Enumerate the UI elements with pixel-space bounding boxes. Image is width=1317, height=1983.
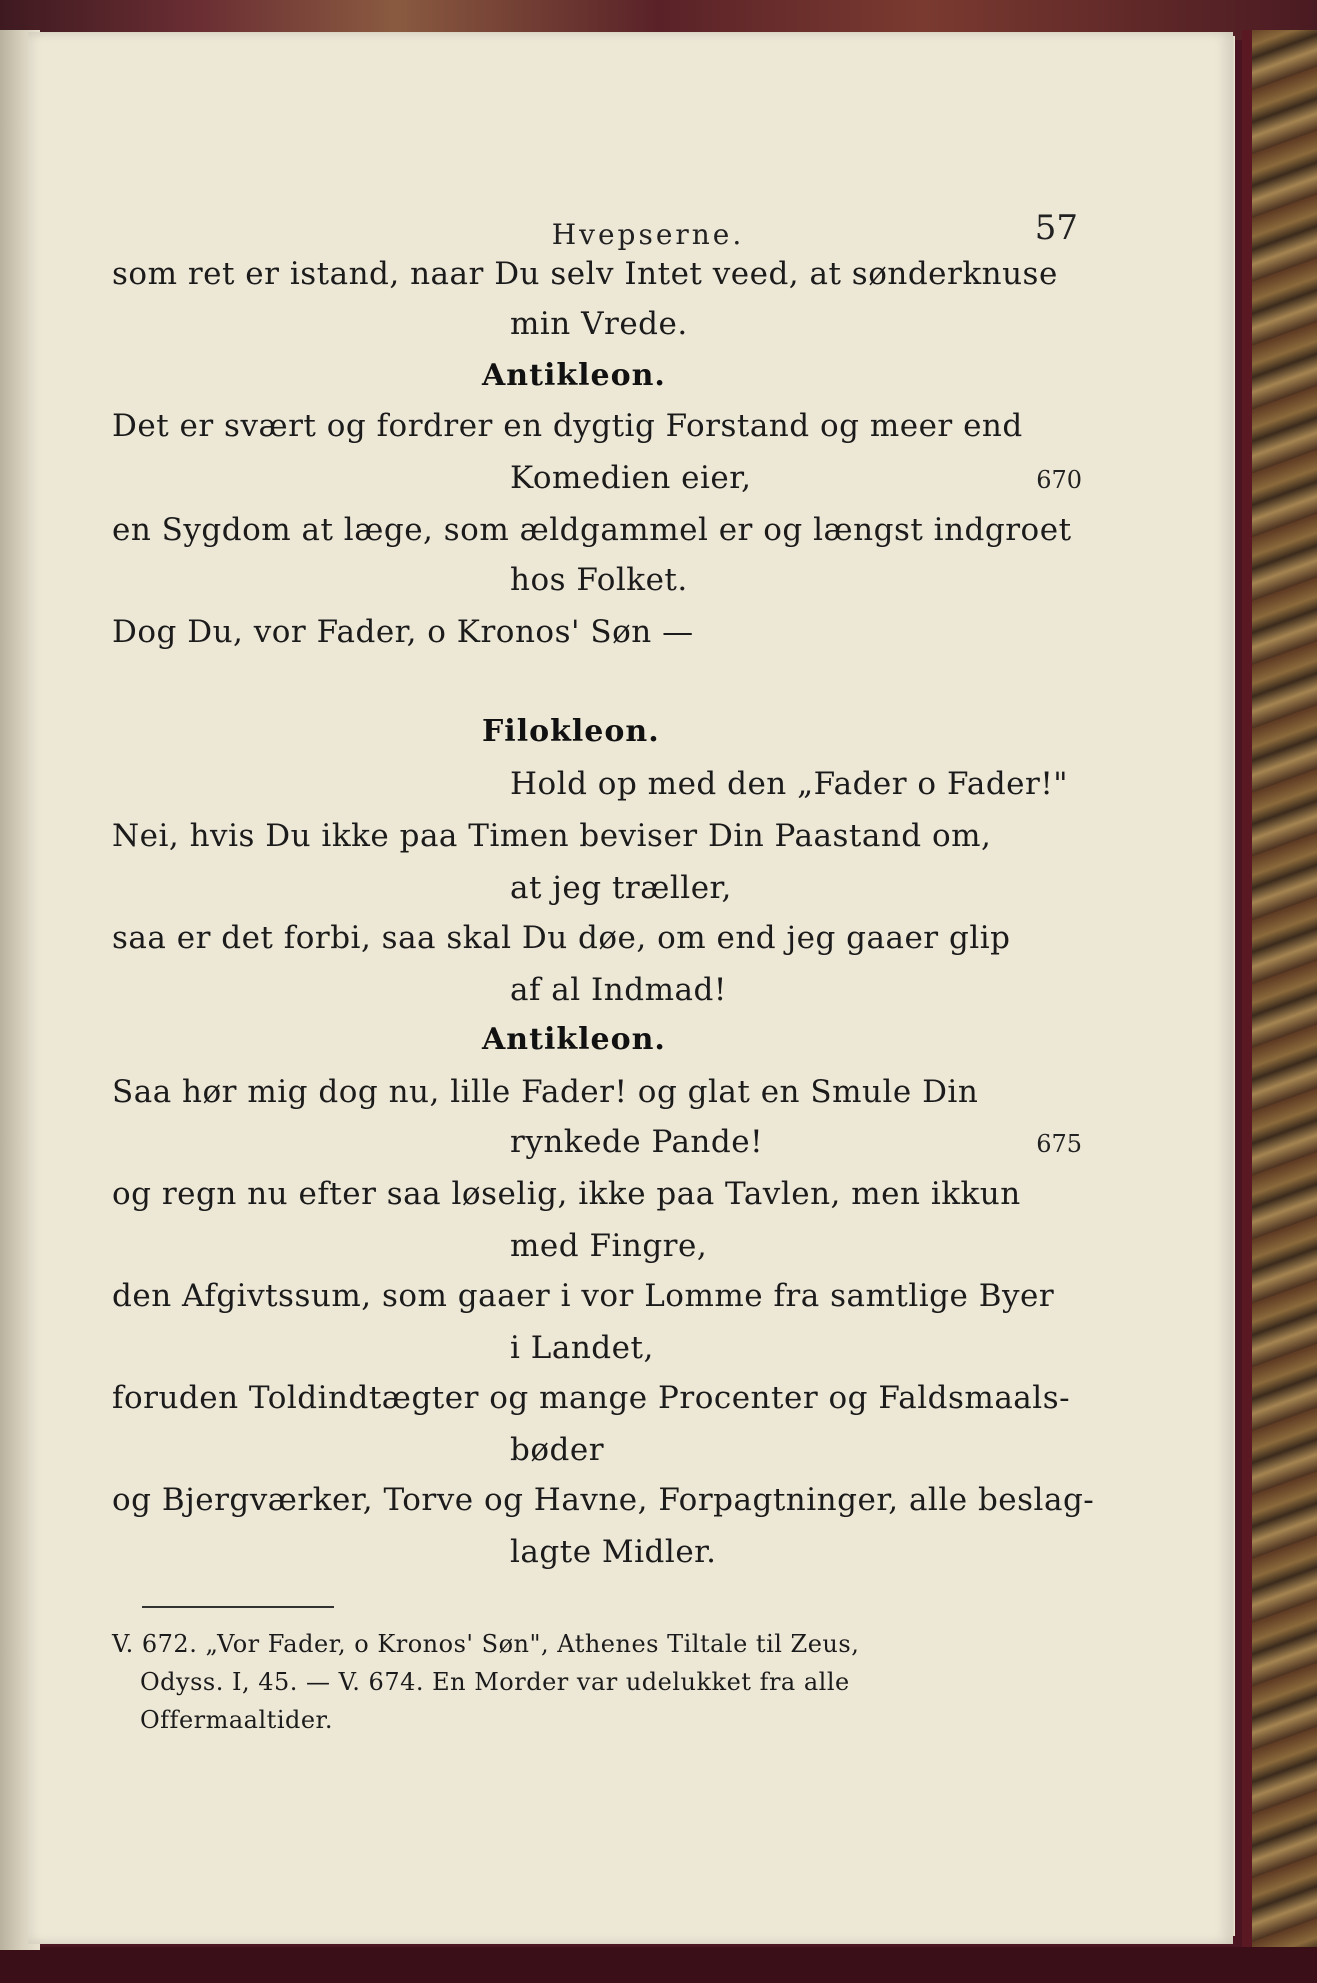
- verse-line: Komedien eier,: [510, 460, 752, 496]
- book-page: [28, 32, 1233, 1944]
- verse-line: rynkede Pande!: [510, 1124, 764, 1160]
- verse-line: lagte Midler.: [510, 1534, 717, 1570]
- footnote-line: Odyss. I, 45. — V. 674. En Morder var udelukket fra alle: [140, 1668, 850, 1696]
- footnote-rule: [142, 1606, 334, 1608]
- verse-line: Det er svært og fordrer en dygtig Forstand og meer end: [112, 408, 1023, 444]
- speaker-name: Antikleon.: [482, 358, 666, 393]
- verse-line: min Vrede.: [510, 306, 688, 342]
- speaker-name: Filokleon.: [482, 714, 660, 749]
- verse-line: bøder: [510, 1432, 605, 1468]
- speaker-name: Antikleon.: [482, 1022, 666, 1057]
- verse-line: en Sygdom at læge, som ældgammel er og længst indgroet: [112, 512, 1072, 548]
- verse-line: med Fingre,: [510, 1228, 708, 1264]
- verse-line: i Landet,: [510, 1330, 654, 1366]
- verse-line: og Bjergværker, Torve og Havne, Forpagtninger, alle beslag-: [112, 1482, 1095, 1518]
- verse-line: den Afgivtssum, som gaaer i vor Lomme fra samtlige Byer: [112, 1278, 1055, 1314]
- verse-line: som ret er istand, naar Du selv Intet veed, at sønderknuse: [112, 256, 1058, 292]
- running-head: Hvepserne.: [551, 218, 745, 251]
- page-number: 57: [1034, 208, 1078, 248]
- verse-line: Nei, hvis Du ikke paa Timen beviser Din Paastand om,: [112, 818, 992, 854]
- verse-line: Dog Du, vor Fader, o Kronos' Søn —: [112, 614, 694, 650]
- verse-line: foruden Toldindtægter og mange Procenter og Faldsmaals-: [112, 1380, 1071, 1416]
- verse-line: saa er det forbi, saa skal Du døe, om end jeg gaaer glip: [112, 920, 1011, 956]
- verse-line: og regn nu efter saa løselig, ikke paa Tavlen, men ikkun: [112, 1176, 1021, 1212]
- verse-line: af al Indmad!: [510, 972, 727, 1008]
- verse-line: at jeg træller,: [510, 870, 732, 906]
- marbled-cover-edge: [1242, 30, 1317, 1983]
- verse-line: Saa hør mig dog nu, lille Fader! og glat en Smule Din: [112, 1074, 979, 1110]
- line-number: 675: [1036, 1130, 1082, 1158]
- verse-line: hos Folket.: [510, 562, 688, 598]
- footnote-line: Offermaaltider.: [140, 1706, 334, 1734]
- verse-line: Hold op med den „Fader o Fader!": [510, 766, 1069, 802]
- book-binding-bottom: [0, 1947, 1317, 1983]
- footnote-line: V. 672. „Vor Fader, o Kronos' Søn", Athenes Tiltale til Zeus,: [112, 1630, 860, 1658]
- line-number: 670: [1036, 466, 1082, 494]
